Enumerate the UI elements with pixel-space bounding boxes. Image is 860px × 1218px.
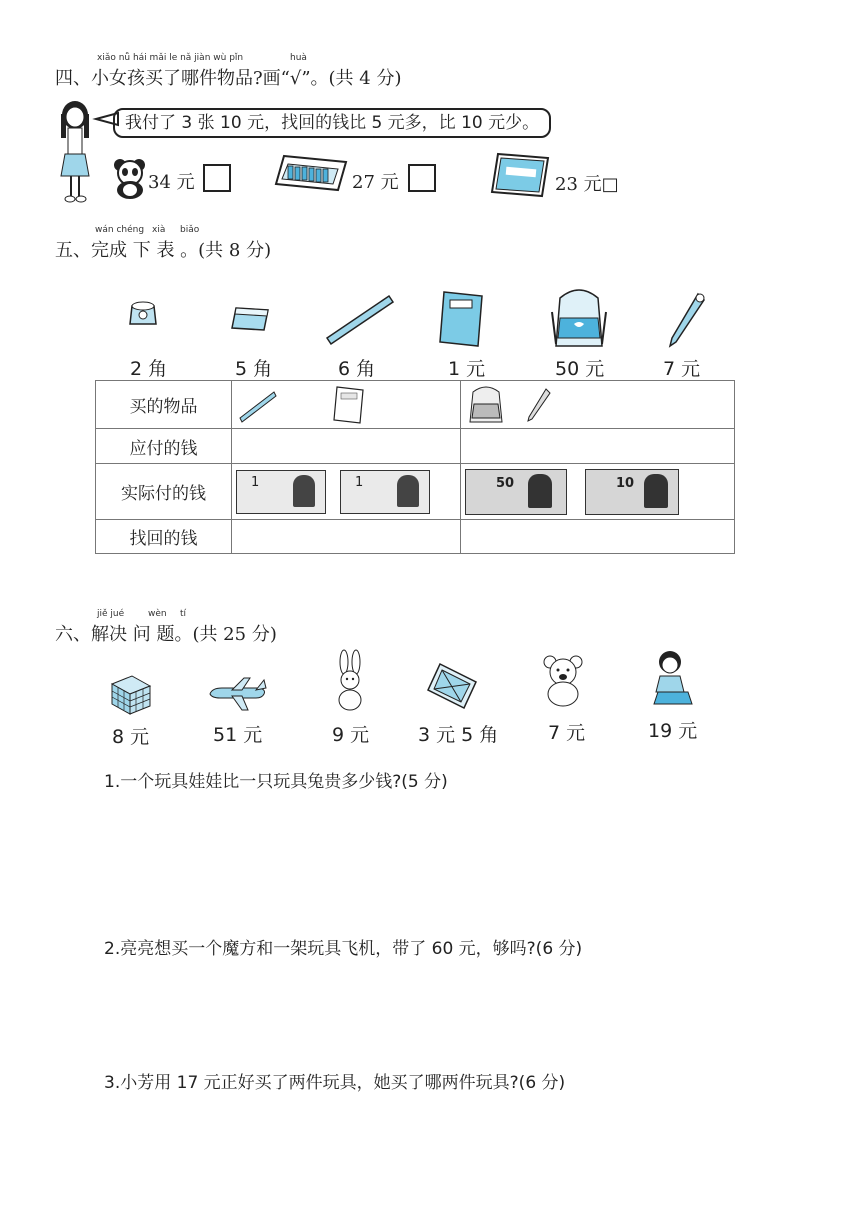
pinyin-wen: wèn [148, 609, 167, 619]
pinyin-ti: tí [180, 609, 187, 619]
purchase-table [95, 380, 735, 554]
table-cell [461, 381, 735, 429]
table-cell [461, 464, 735, 520]
doll-icon [648, 648, 696, 708]
banknote-icon [585, 469, 679, 515]
banknote-value: 1 [251, 474, 260, 490]
item-price: 34 元 [148, 172, 195, 193]
banknote-value: 1 [355, 474, 364, 490]
toy-price: 9 元 [332, 724, 370, 746]
banknote-value: 10 [616, 475, 635, 491]
answer-checkbox[interactable] [408, 164, 436, 192]
answer-cell[interactable] [232, 520, 461, 554]
teddy-bear-icon [540, 652, 586, 708]
pinyin-line: xiǎo nǚ hái mǎi le nǎ jiàn wù pǐn [97, 53, 244, 63]
row-header: 找回的钱 [96, 520, 232, 554]
pinyin-wancheng: wán chéng [95, 225, 145, 235]
row-header: 实际付的钱 [96, 464, 232, 520]
ruler-icon [325, 294, 395, 346]
pen-icon [668, 292, 708, 348]
goods-price: 50 元 [555, 358, 605, 380]
airplane-icon [206, 676, 268, 712]
table-row [96, 429, 735, 464]
sharpener-icon [128, 300, 158, 328]
rabbit-icon [330, 650, 370, 712]
item-price: 23 元□ [555, 174, 619, 195]
eraser-icon [230, 306, 270, 334]
speech-bubble: 我付了 3 张 10 元，找回的钱比 5 元多，比 10 元少。 [113, 108, 551, 138]
paint-box-icon [276, 152, 348, 194]
pinyin-biao: biǎo [180, 225, 200, 235]
table-row [96, 381, 735, 429]
goods-price: 2 角 [130, 358, 168, 380]
notebook-icon [438, 290, 484, 348]
table-cell [232, 381, 461, 429]
row-header: 买的物品 [96, 381, 232, 429]
toy-price: 8 元 [112, 726, 150, 748]
table-row [96, 520, 735, 554]
banknote-icon [236, 470, 326, 514]
answer-cell[interactable] [232, 429, 461, 464]
banknote-icon [340, 470, 430, 514]
toy-price: 3 元 5 角 [418, 724, 499, 746]
question-3: 3.小芳用 17 元正好买了两件玩具，她买了哪两件玩具?(6 分) [104, 1073, 566, 1093]
girl-icon [55, 100, 99, 205]
pinyin-hua: huà [290, 53, 307, 63]
pinyin-jiejue: jiě jué [97, 609, 125, 619]
banknote-value: 50 [496, 475, 515, 491]
tangram-icon [426, 662, 478, 710]
section4-title: 四、小女孩买了哪件物品?画“√”。(共 4 分) [55, 68, 402, 89]
table-row [96, 464, 735, 520]
toy-price: 51 元 [213, 724, 263, 746]
answer-checkbox[interactable] [203, 164, 231, 192]
question-2: 2.亮亮想买一个魔方和一架玩具飞机，带了 60 元，够吗?(6 分) [104, 939, 583, 959]
banknote-icon [465, 469, 567, 515]
backpack-icon [465, 386, 507, 424]
section5-title: 五、完成 下 表 。(共 8 分) [55, 240, 272, 261]
goods-price: 6 角 [338, 358, 376, 380]
toy-price: 7 元 [548, 722, 586, 744]
book-icon [492, 152, 550, 198]
row-header: 应付的钱 [96, 429, 232, 464]
rubiks-cube-icon [108, 672, 152, 716]
answer-cell[interactable] [461, 429, 735, 464]
ruler-icon [238, 388, 278, 422]
section6-title: 六、解决 问 题。(共 25 分) [55, 624, 277, 645]
answer-cell[interactable] [461, 520, 735, 554]
backpack-icon [546, 288, 612, 350]
goods-price: 1 元 [448, 358, 486, 380]
goods-price: 5 角 [235, 358, 273, 380]
panda-icon [112, 158, 148, 200]
table-cell [232, 464, 461, 520]
item-price: 27 元 [352, 172, 399, 193]
toy-price: 19 元 [648, 720, 698, 742]
pinyin-xia: xià [152, 225, 166, 235]
pen-icon [526, 387, 552, 423]
question-1: 1.一个玩具娃娃比一只玩具兔贵多少钱?(5 分) [104, 772, 448, 792]
goods-price: 7 元 [663, 358, 701, 380]
notebook-icon [333, 386, 365, 424]
